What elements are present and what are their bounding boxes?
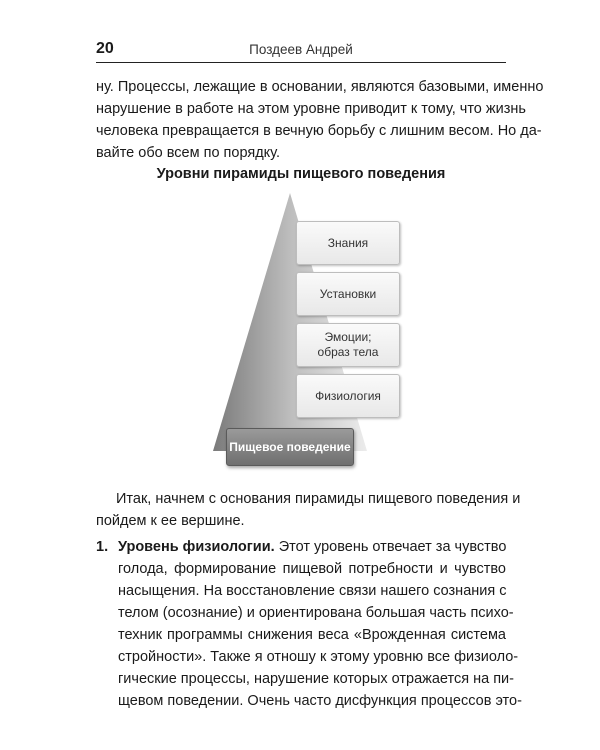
- text-line: телом (осознание) и ориентирована большая часть психо-: [118, 605, 514, 621]
- text-line: нарушение в работе на этом уровне приводит к тому, что жизнь: [96, 101, 526, 117]
- text-line: стройности». Также я отношу к этому уровню все физиоло-: [118, 649, 519, 665]
- text-line: пойдем к ее вершине.: [96, 513, 245, 529]
- list-heading: Уровень физиологии.: [118, 539, 275, 555]
- level-label: Установки: [319, 286, 377, 301]
- running-head-author: Поздеев Андрей: [249, 42, 353, 57]
- text-line: ну. Процессы, лежащие в основании, являются базовыми, именно: [96, 79, 544, 95]
- pyramid-level-knowledge: [296, 221, 400, 265]
- text-line: голода, формирование пищевой потребности и чувство: [118, 561, 506, 577]
- pyramid-level-physiology: [296, 374, 400, 418]
- level-label: Знания: [327, 235, 369, 250]
- pyramid-level-emotions: [296, 323, 400, 367]
- pyramid-base-eating-behavior: Пищевое поведение: [226, 428, 354, 466]
- text-line: человека превращается в вечную борьбу с лишним весом. Но да-: [96, 123, 542, 139]
- after-figure-paragraph: [96, 488, 521, 532]
- text-line: техник программы снижения веса «Врожденная система: [118, 627, 506, 643]
- page-number: 20: [96, 40, 114, 57]
- figure-title: Уровни пирамиды пищевого поведения: [156, 166, 446, 182]
- level-label: Физиология: [315, 388, 381, 403]
- text-line: Итак, начнем с основания пирамиды пищевого поведения и: [116, 491, 521, 507]
- text-line: гические процессы, нарушение которых отражается на пи-: [118, 671, 514, 687]
- text-line: [118, 536, 506, 558]
- list-number: 1.: [96, 539, 109, 555]
- list-first-line: Этот уровень отвечает за чувство: [278, 539, 507, 555]
- text-line: насыщения. На восстановление связи нашего сознания с: [118, 583, 507, 599]
- intro-paragraph: [96, 76, 544, 164]
- level-label: Эмоции;: [324, 330, 372, 344]
- level-label: образ тела: [317, 345, 379, 359]
- text-line: вайте обо всем по порядку.: [96, 145, 280, 161]
- text-line: щевом поведении. Очень часто дисфункция процессов это-: [118, 693, 522, 709]
- page-header: [96, 40, 506, 63]
- list-item-physiology: [96, 536, 522, 712]
- pyramid-level-attitudes: [296, 272, 400, 316]
